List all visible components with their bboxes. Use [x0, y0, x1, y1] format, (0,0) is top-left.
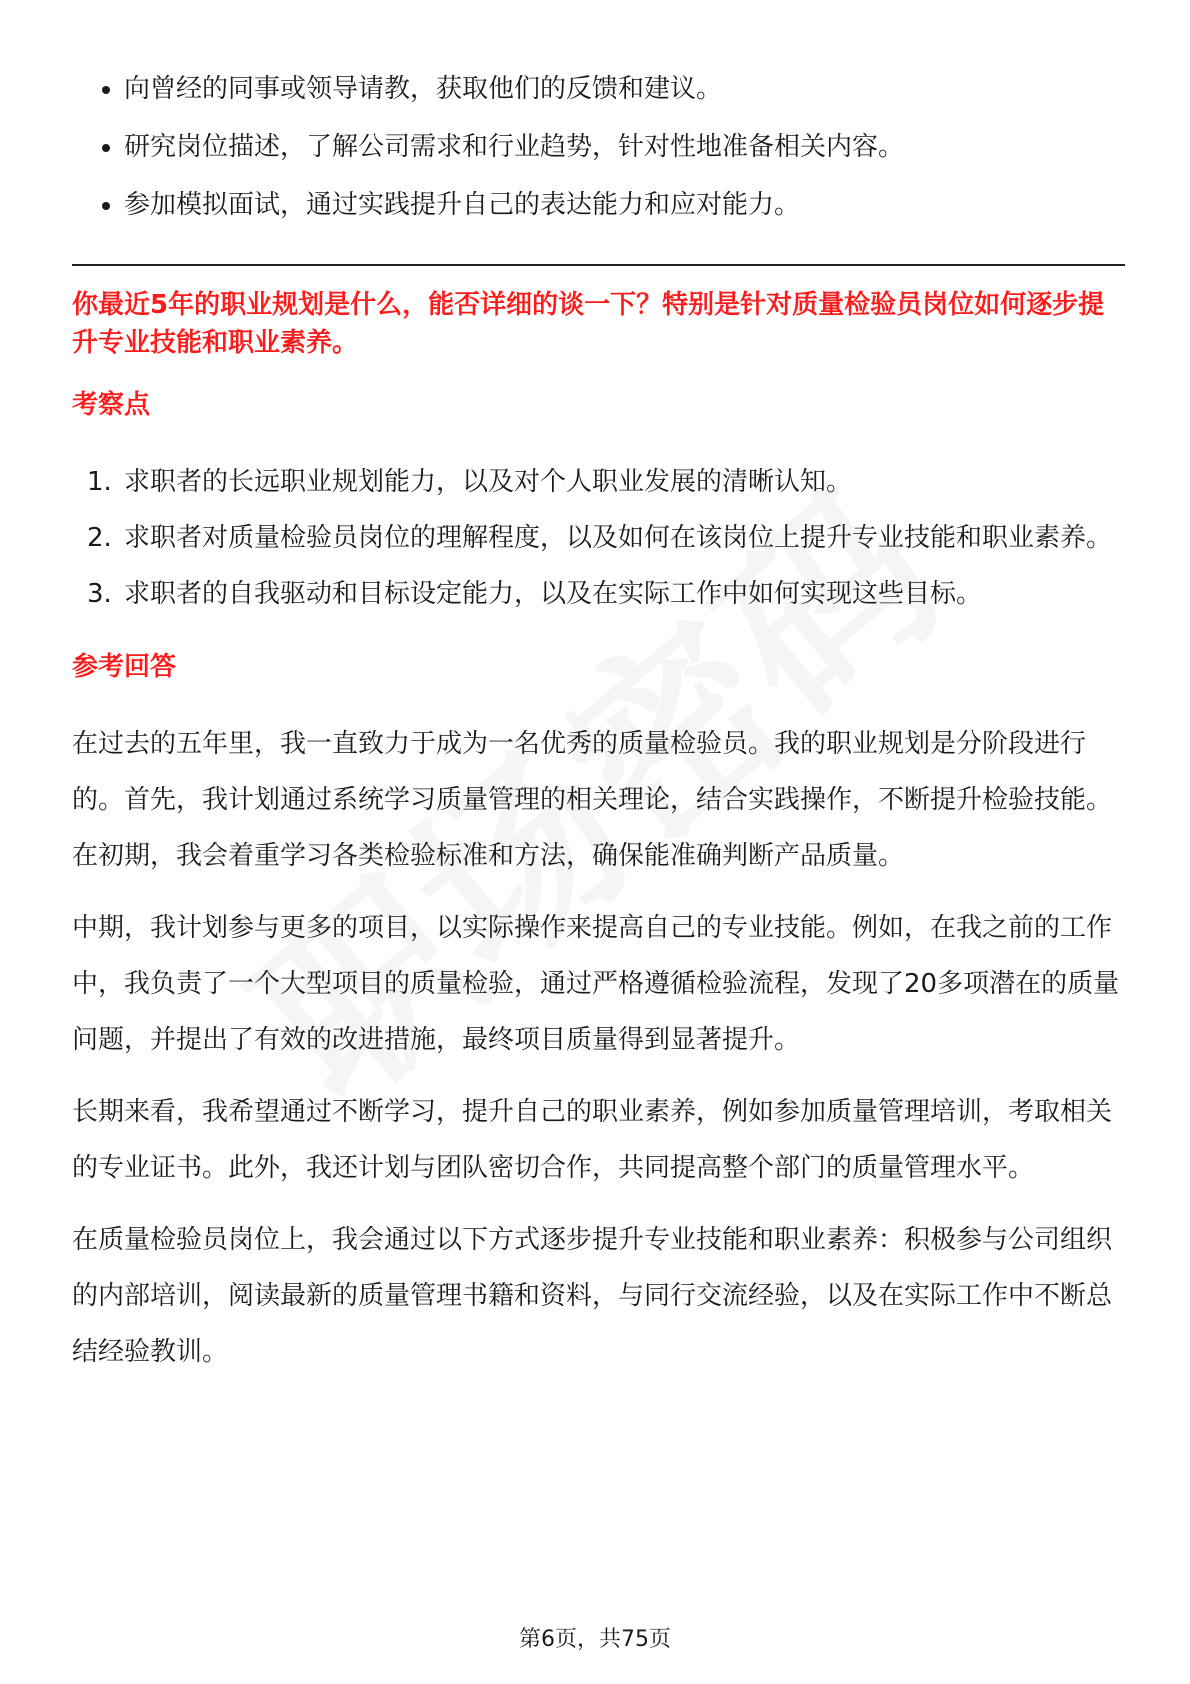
bullet-text: 研究岗位描述，了解公司需求和行业趋势，针对性地准备相关内容。	[124, 132, 905, 162]
list-item	[72, 70, 1125, 108]
section-divider	[72, 264, 1125, 266]
list-item	[72, 454, 1125, 510]
bullet-dot-icon	[102, 86, 110, 94]
tips-bullet-list	[72, 70, 1125, 224]
answer-paragraph: 长期来看，我希望通过不断学习，提升自己的职业素养，例如参加质量管理培训，考取相关的专业证书。此外，我还计划与团队密切合作，共同提高整个部门的质量管理水平。	[72, 1097, 1113, 1183]
interview-question: 你最近5年的职业规划是什么，能否详细的谈一下？特别是针对质量检验员岗位如何逐步提升专业技能和职业素养。	[72, 290, 1105, 358]
list-item	[72, 186, 1125, 224]
list-item	[72, 566, 1125, 622]
page-number: 第6页，共75页	[519, 1627, 671, 1652]
bullet-dot-icon	[102, 144, 110, 152]
answer-paragraph: 在质量检验员岗位上，我会通过以下方式逐步提升专业技能和职业素养：积极参与公司组织的内部培训，阅读最新的质量管理书籍和资料，与同行交流经验，以及在实际工作中不断总结经验教训。	[72, 1225, 1113, 1367]
item-text: 求职者对质量检验员岗位的理解程度，以及如何在该岗位上提升专业技能和职业素养。	[124, 523, 1113, 553]
answer-paragraph: 中期，我计划参与更多的项目，以实际操作来提高自己的专业技能。例如，在我之前的工作中，我负责了一个大型项目的质量检验，通过严格遵循检验流程，发现了20多项潜在的质量问题，并提出了有效的改进措施，最终项目质量得到显著提升。	[72, 913, 1120, 1055]
bullet-text: 向曾经的同事或领导请教，获取他们的反馈和建议。	[124, 74, 723, 104]
answer-heading: 参考回答	[72, 652, 177, 682]
item-text: 求职者的长远职业规划能力，以及对个人职业发展的清晰认知。	[124, 467, 853, 497]
list-item	[72, 510, 1125, 566]
bullet-text: 参加模拟面试，通过实践提升自己的表达能力和应对能力。	[124, 190, 801, 220]
list-item	[72, 128, 1125, 166]
item-number: 1.	[87, 467, 112, 497]
assessment-heading: 考察点	[72, 390, 151, 420]
item-text: 求职者的自我驱动和目标设定能力，以及在实际工作中如何实现这些目标。	[124, 579, 983, 609]
item-number: 2.	[87, 523, 112, 553]
answer-paragraph: 在过去的五年里，我一直致力于成为一名优秀的质量检验员。我的职业规划是分阶段进行的。首先，我计划通过系统学习质量管理的相关理论，结合实践操作，不断提升检验技能。在初期，我会着重学习各类检验标准和方法，确保能准确判断产品质量。	[72, 729, 1113, 871]
item-number: 3.	[87, 579, 112, 609]
document-page	[72, 70, 1125, 1396]
bullet-dot-icon	[102, 202, 110, 210]
assessment-list	[72, 454, 1125, 622]
